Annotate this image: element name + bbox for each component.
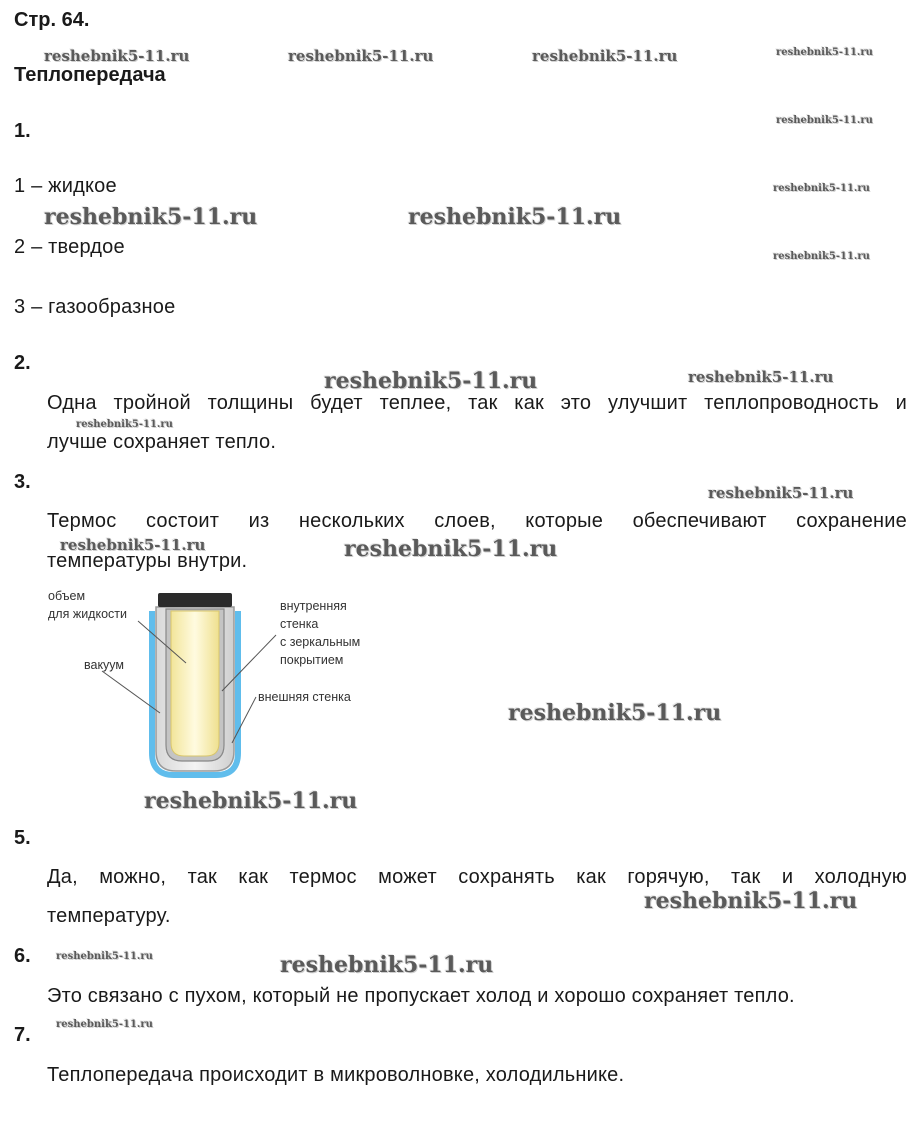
cap-shape — [158, 593, 232, 607]
watermark: reshebnik5-11.ru — [344, 536, 558, 562]
task-1-item: 1 – жидкое — [14, 175, 117, 197]
task-7-text: Теплопередача происходит в микроволновке, холодильнике. — [47, 1064, 625, 1086]
task-2-line-1: Одна тройной толщины будет теплее, так как это улучшит теплопроводность и — [47, 392, 907, 414]
thermos-diagram — [40, 585, 400, 795]
label-volume: объем для жидкости — [48, 589, 127, 621]
task-5-number: 5. — [14, 827, 31, 849]
task-3-line-1: Термос состоит из нескольких слоев, которые обеспечивают сохранение — [47, 510, 907, 532]
label-inner-wall: внутренняя стенка с зеркальным покрытием — [280, 599, 361, 667]
task-5-line-1: Да, можно, так как термос может сохранять как горячую, так и холодную — [47, 866, 907, 888]
page-title: Стр. 64. — [14, 9, 90, 31]
watermark: reshebnik5-11.ru — [773, 183, 870, 194]
watermark: reshebnik5-11.ru — [56, 951, 153, 962]
watermark: reshebnik5-11.ru — [408, 204, 622, 230]
task-3-line-2: температуры внутри. — [47, 550, 248, 572]
task-7-number: 7. — [14, 1024, 31, 1046]
task-6-text: Это связано с пухом, который не пропускает холод и хорошо сохраняет тепло. — [47, 985, 795, 1007]
watermark: reshebnik5-11.ru — [688, 368, 834, 386]
task-1-item: 2 – твердое — [14, 236, 125, 258]
watermark: reshebnik5-11.ru — [532, 47, 678, 65]
label-vacuum: вакуум — [84, 658, 125, 672]
task-2-number: 2. — [14, 352, 31, 374]
watermark: reshebnik5-11.ru — [708, 484, 854, 502]
label-outer-wall: внешняя стенка — [258, 690, 351, 704]
watermark: reshebnik5-11.ru — [280, 952, 494, 978]
watermark: reshebnik5-11.ru — [56, 1019, 153, 1030]
watermark: reshebnik5-11.ru — [776, 115, 873, 126]
watermark: reshebnik5-11.ru — [773, 251, 870, 262]
watermark: reshebnik5-11.ru — [508, 700, 722, 726]
watermark: reshebnik5-11.ru — [776, 47, 873, 58]
watermark: reshebnik5-11.ru — [144, 788, 358, 814]
watermark: reshebnik5-11.ru — [644, 888, 858, 914]
task-1-number: 1. — [14, 120, 31, 142]
task-3-number: 3. — [14, 471, 31, 493]
task-2-line-2: лучше сохраняет тепло. — [47, 431, 277, 453]
watermark: reshebnik5-11.ru — [44, 47, 190, 65]
task-6-number: 6. — [14, 945, 31, 967]
liquid-shape — [171, 611, 219, 756]
section-heading: Теплопередача — [14, 64, 166, 86]
watermark: reshebnik5-11.ru — [76, 419, 173, 430]
task-5-line-2: температуру. — [47, 905, 171, 927]
watermark: reshebnik5-11.ru — [324, 368, 538, 394]
task-1-item: 3 – газообразное — [14, 296, 176, 318]
watermark: reshebnik5-11.ru — [44, 204, 258, 230]
watermark: reshebnik5-11.ru — [288, 47, 434, 65]
watermark: reshebnik5-11.ru — [60, 536, 206, 554]
